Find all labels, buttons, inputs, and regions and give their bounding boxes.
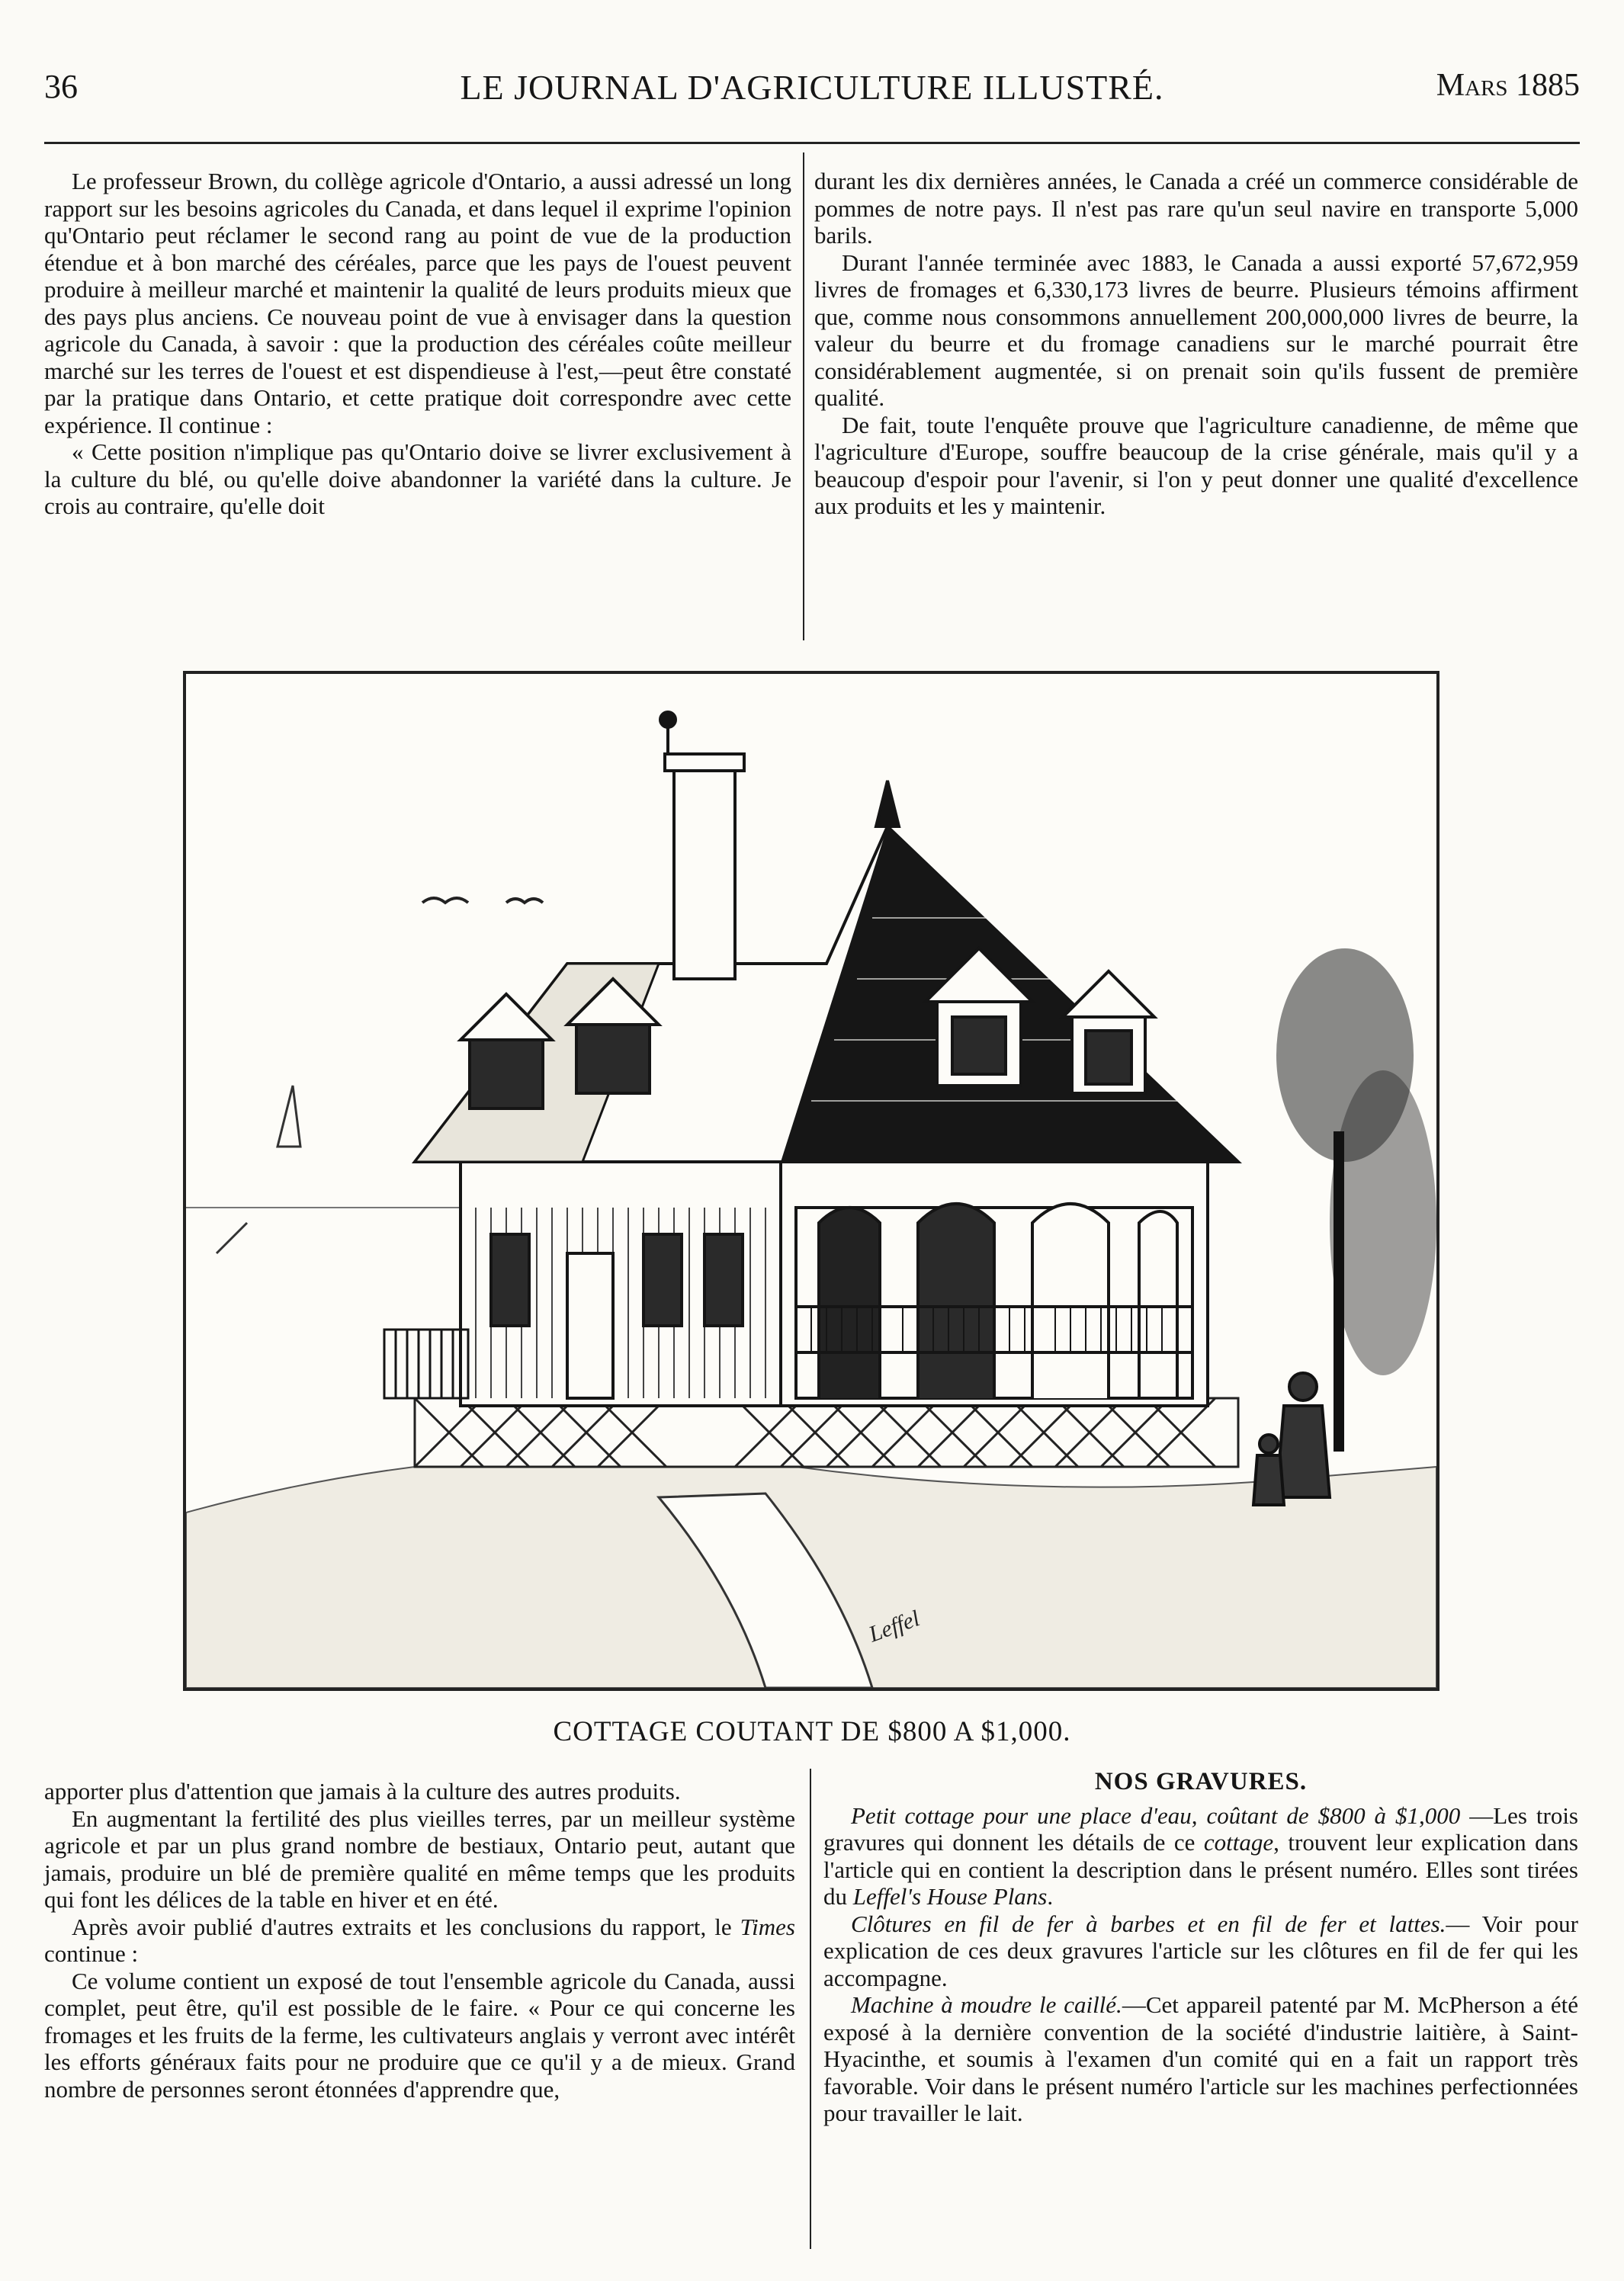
top-right-column (814, 168, 1578, 520)
porch (796, 1204, 1192, 1398)
page-number: 36 (44, 68, 78, 105)
front-door (567, 1253, 613, 1398)
paragraph: Clôtures en fil de fer à barbes et en fil de fer et lattes.— Voir pour explication de ces deux gravures l'article sur les clôtures en fil de fer qui les accompagne. (823, 1910, 1578, 1991)
paragraph: Machine à moudre le caillé.—Cet appareil patenté par M. McPherson a été exposé à la dernière convention de la société d'industrie laitière, à Saint-Hyacinthe, et soumis à l'examen d'un comité qui en a fait un rapport très favorable. Voir dans le présent numéro l'article sur les machines perfectionnées pour travailler le lait. (823, 1991, 1578, 2126)
cottage-illustration (186, 674, 1436, 1688)
lattice-foundation (415, 1398, 1238, 1467)
paragraph: De fait, toute l'enquête prouve que l'agriculture canadienne, de même que l'agriculture d'Europe, souffre beaucoup de la crise générale, mais qu'il y a beaucoup d'espoir pour l'avenir, si l'on y peut donner une qualité d'excellence aux produits et les y maintenir. (814, 411, 1578, 519)
paragraph: « Cette position n'implique pas qu'Ontario doive se livrer exclusivement à la culture du blé, ou qu'elle doive abandonner la variété dans la culture. Je crois au contraire, qu'elle doit (44, 438, 791, 519)
artist-signature: Leffel (865, 1606, 923, 1647)
bird-icon (422, 898, 468, 903)
engraving-caption: COTTAGE COUTANT DE $800 A $1,000. (553, 1716, 1071, 1747)
bottom-left-column (44, 1778, 795, 2103)
bird-icon (506, 899, 543, 903)
cottage-engraving (183, 671, 1439, 1691)
paragraph: durant les dix dernières années, le Canada a créé un commerce considérable de pommes de notre pays. Il n'est pas rare qu'un seul navire en transporte 5,000 barils. (814, 168, 1578, 249)
bottom-right-column (823, 1769, 1578, 2127)
paragraph: Durant l'année terminée avec 1883, le Canada a aussi exporté 57,672,959 livres de fromages et 6,330,173 livres de beurre. Plusieurs témoins affirment que, comme nous consommons annuellement 200,000,000 livres de beurre, la valeur du beurre et du fromage canadiens sur le marché pourrait être considérablement augmentée, si on prenait soin qu'ils fussent de première qualité. (814, 249, 1578, 411)
header-rule (44, 142, 1580, 144)
column-divider (803, 152, 804, 640)
page-header (44, 67, 1580, 120)
top-left-column (44, 168, 791, 520)
column-divider (810, 1769, 811, 2249)
issue-date: Mars 1885 (1436, 68, 1580, 103)
paragraph: Le professeur Brown, du collège agricole d'Ontario, a aussi adressé un long rapport sur les besoins agricoles du Canada, et dans lequel il exprime l'opinion qu'Ontario peut réclamer le second rang au point de vue de la production étendue et à bon marché des céréales, parce que les pays de l'ouest peuvent produire à meilleur marché et maintenir la qualité de leurs produits mieux que des pays plus anciens. Ce nouveau point de vue à envisager dans la question agricole du Canada, à savoir : que la production des céréales coûte meilleur marché sur les terres de l'ouest et est dispendieuse à l'est,—peut être constaté par la pratique dans Ontario, et cette pratique doit correspondre avec cette expérience. Il continue : (44, 168, 791, 438)
paragraph: Petit cottage pour une place d'eau, coûtant de $800 à $1,000 —Les trois gravures qui donnent les détails de ce cottage, trouvent leur explication dans l'article qui en contient la description dans le présent numéro. Elles sont tirées du Leffel's House Plans. (823, 1801, 1578, 1910)
paragraph: apporter plus d'attention que jamais à la culture des autres produits. (44, 1778, 681, 1805)
sailboat-icon (278, 1086, 300, 1147)
section-heading: NOS GRAVURES. (1094, 1768, 1308, 1795)
side-deck (384, 1330, 468, 1398)
paragraph: En augmentant la fertilité des plus vieilles terres, par un meilleur système agricole et par un plus grand nombre de bestiaux, Ontario peut, autant que jamais, produire un blé de première qualité en même temps que les produits qui font les délices de la table en hiver et en été. (44, 1805, 795, 1913)
paragraph: Après avoir publié d'autres extraits et les conclusions du rapport, le Times continue : (44, 1913, 795, 1967)
journal-title: LE JOURNAL D'AGRICULTURE ILLUSTRÉ. (460, 68, 1164, 107)
paragraph: Ce volume contient un exposé de tout l'ensemble agricole du Canada, aussi complet, peut être, qu'il est possible de le faire. « Pour ce qui concerne les fromages et les fruits de la ferme, les cultivateurs anglais y verront avec intérêt les efforts généraux faits pour ne produire que ce qu'il y a de mieux. Grand nombre de personnes seront étonnées d'apprendre que, (44, 1967, 795, 2103)
figures (1253, 1373, 1330, 1505)
